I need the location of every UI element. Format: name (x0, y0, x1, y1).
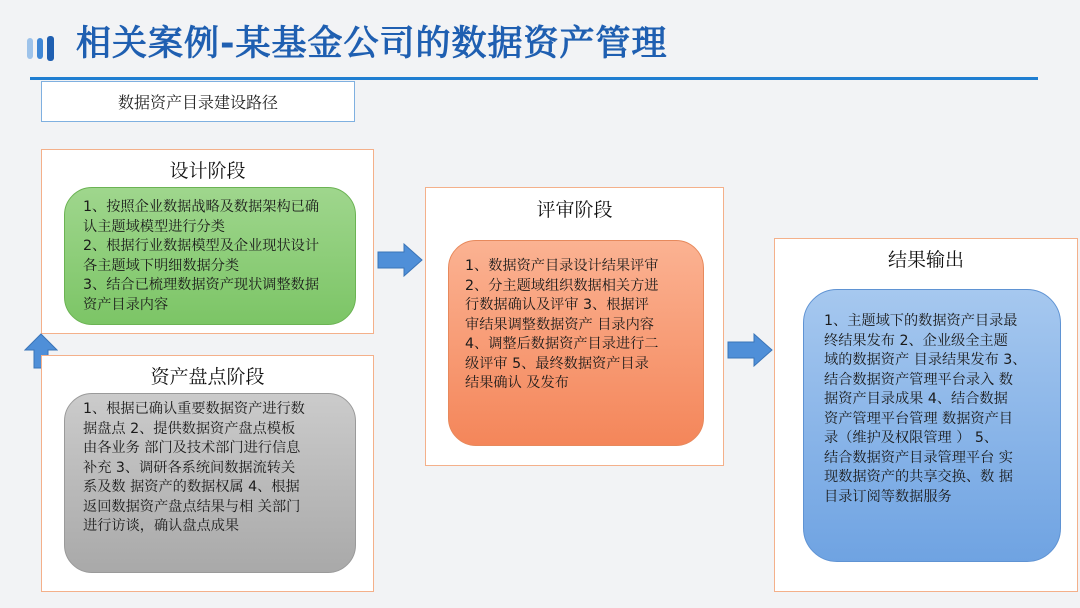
path-label: 数据资产目录建设路径 (41, 81, 355, 122)
review-line: 审结果调整数据资产 目录内容 (465, 316, 654, 333)
inventory-stage-frame (41, 355, 374, 592)
output-line: 现数据资产的共享交换、数 据 (824, 469, 1013, 485)
design-line: 资产目录内容 (83, 296, 169, 313)
design-line: 2、根据行业数据模型及企业现状设计 (83, 238, 320, 254)
arrow-right-icon (377, 243, 423, 277)
design-line: 认主题域模型进行分类 (83, 218, 225, 235)
output-line: 结合数据资产目录管理平台 实 (824, 449, 1013, 466)
output-line: 据资产目录成果 4、结合数据 (824, 391, 1008, 407)
title-underline (30, 77, 1038, 80)
review-line: 行数据确认及评审 3、根据评 (465, 297, 649, 313)
output-line: 资产管理平台管理 数据资产目 (824, 410, 1013, 427)
review-line: 4、调整后数据资产目录进行二 (465, 336, 659, 352)
design-stage-frame (41, 149, 374, 334)
output-line: 1、主题域下的数据资产目录最 (824, 313, 1018, 329)
inventory-line: 据盘点 2、提供数据资产盘点模板 (83, 420, 296, 437)
review-stage-frame (425, 187, 724, 466)
inventory-line: 系及数 据资产的数据权属 4、根据 (83, 479, 300, 495)
output-stage-content (803, 289, 1061, 562)
review-stage-content (448, 240, 704, 446)
design-line: 1、按照企业数据战略及数据架构已确 (83, 199, 320, 215)
inventory-line: 1、根据已确认重要数据资产进行数 (83, 401, 305, 417)
output-line: 录（维护及权限管理 ） 5、 (824, 430, 999, 446)
inventory-stage-title: 资产盘点阶段 (150, 366, 265, 388)
review-stage-title: 评审阶段 (536, 199, 613, 221)
inventory-line: 进行访谈，确认盘点成果 (83, 518, 240, 534)
page-title: 相关案例-某基金公司的数据资产管理 (76, 24, 668, 64)
design-line: 各主题域下明细数据分类 (83, 257, 240, 274)
output-stage-frame (774, 238, 1078, 592)
design-line: 3、结合已梳理数据资产现状调整数据 (83, 277, 320, 293)
inventory-line: 由各业务 部门及技术部门进行信息 (83, 440, 301, 456)
output-line: 域的数据资产 目录结果发布 3、 (824, 352, 1027, 368)
output-stage-title: 结果输出 (887, 249, 964, 271)
inventory-stage-content (64, 393, 356, 573)
title-decoration-bar-dark (47, 36, 54, 61)
review-line: 1、数据资产目录设计结果评审 (465, 258, 659, 274)
design-stage-title: 设计阶段 (169, 160, 246, 182)
output-line: 目录订阅等数据服务 (824, 488, 952, 505)
review-line: 结果确认 及发布 (465, 375, 569, 391)
design-stage-content (64, 187, 356, 325)
arrow-right-icon (727, 333, 773, 367)
title-decoration-bar-light (27, 38, 33, 59)
review-line: 2、分主题域组织数据相关方进 (465, 277, 659, 294)
title-decoration-bar-mid (37, 38, 43, 59)
output-line: 终结果发布 2、企业级全主题 (824, 332, 1008, 349)
inventory-line: 返回数据资产盘点结果与相 关部门 (83, 498, 301, 515)
inventory-line: 补充 3、调研各系统间数据流转关 (83, 459, 296, 476)
output-line: 结合数据资产管理平台录入 数 (824, 371, 1013, 388)
review-line: 级评审 5、最终数据资产目录 (465, 355, 649, 372)
